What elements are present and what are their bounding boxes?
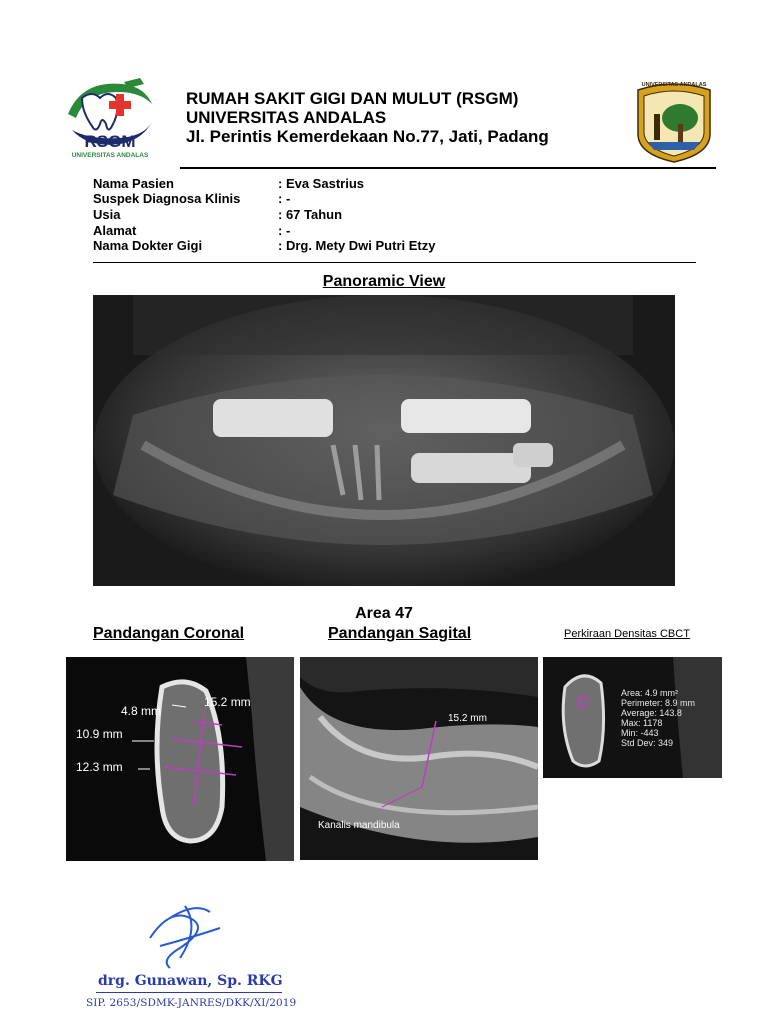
signature <box>140 898 230 978</box>
header-divider <box>180 167 716 169</box>
density-perimeter: Perimeter: 8.9 mm <box>621 698 696 708</box>
signature-underline <box>96 992 282 993</box>
address-label: Alamat <box>93 223 137 238</box>
coronal-measure-1: 4.8 mm <box>121 704 162 718</box>
doctor-label: Nama Dokter Gigi <box>93 238 203 253</box>
patient-name-label: Nama Pasien <box>93 176 174 191</box>
kanalis-label: Kanalis mandibula <box>318 820 400 831</box>
age-label: Usia <box>93 207 121 222</box>
info-divider <box>93 262 696 263</box>
coronal-measure-2: 15.2 mm <box>204 695 251 709</box>
sagital-measure: 15.2 mm <box>448 713 487 724</box>
diagnosis-label: Suspek Diagnosa Klinis <box>93 191 241 206</box>
sagital-title: Pandangan Sagital <box>328 625 472 642</box>
doctor-sip: SIP. 2653/SDMK-JANRES/DKK/XI/2019 <box>86 997 297 1009</box>
coronal-measure-4: 12.3 mm <box>76 760 123 774</box>
panoramic-title: Panoramic View <box>322 273 446 290</box>
coronal-measure-3: 10.9 mm <box>76 727 123 741</box>
rsgm-logo-subtext: UNIVERSITAS ANDALAS <box>71 152 149 159</box>
seal-icon <box>634 80 714 164</box>
seal-text: UNIVERSITAS ANDALAS <box>641 82 707 88</box>
doctor-value: : Drg. Mety Dwi Putri Etzy <box>278 238 436 253</box>
rsgm-logo-text: RSGM <box>84 132 136 151</box>
header-title-line2: UNIVERSITAS ANDALAS <box>186 108 387 127</box>
panoramic-xray-image <box>93 295 675 586</box>
density-max: Max: 1178 <box>621 718 663 728</box>
density-min: Min: -443 <box>621 728 659 738</box>
panoramic-xray <box>93 295 675 586</box>
header-title-line3: Jl. Perintis Kemerdekaan No.77, Jati, Padang <box>186 127 549 146</box>
density-title: Perkiraan Densitas CBCT <box>564 628 690 640</box>
patient-name-value: : Eva Sastrius <box>278 176 364 191</box>
coronal-xray <box>66 657 294 861</box>
density-area: Area: 4.9 mm² <box>621 688 679 698</box>
header-title-line1: RUMAH SAKIT GIGI DAN MULUT (RSGM) <box>186 89 519 108</box>
address-value: : - <box>278 223 291 238</box>
diagnosis-value: : - <box>278 191 291 206</box>
age-value: : 67 Tahun <box>278 207 343 222</box>
coronal-xray-image <box>66 657 294 861</box>
signature-scribble-icon <box>140 898 230 978</box>
area-title: Area 47 <box>355 605 413 622</box>
density-std: Std Dev: 349 <box>621 738 674 748</box>
density-average: Average: 143.8 <box>621 708 682 718</box>
university-seal <box>634 80 714 164</box>
doctor-signature-name: drg. Gunawan, Sp. RKG <box>98 973 283 989</box>
coronal-title: Pandangan Coronal <box>93 625 245 642</box>
